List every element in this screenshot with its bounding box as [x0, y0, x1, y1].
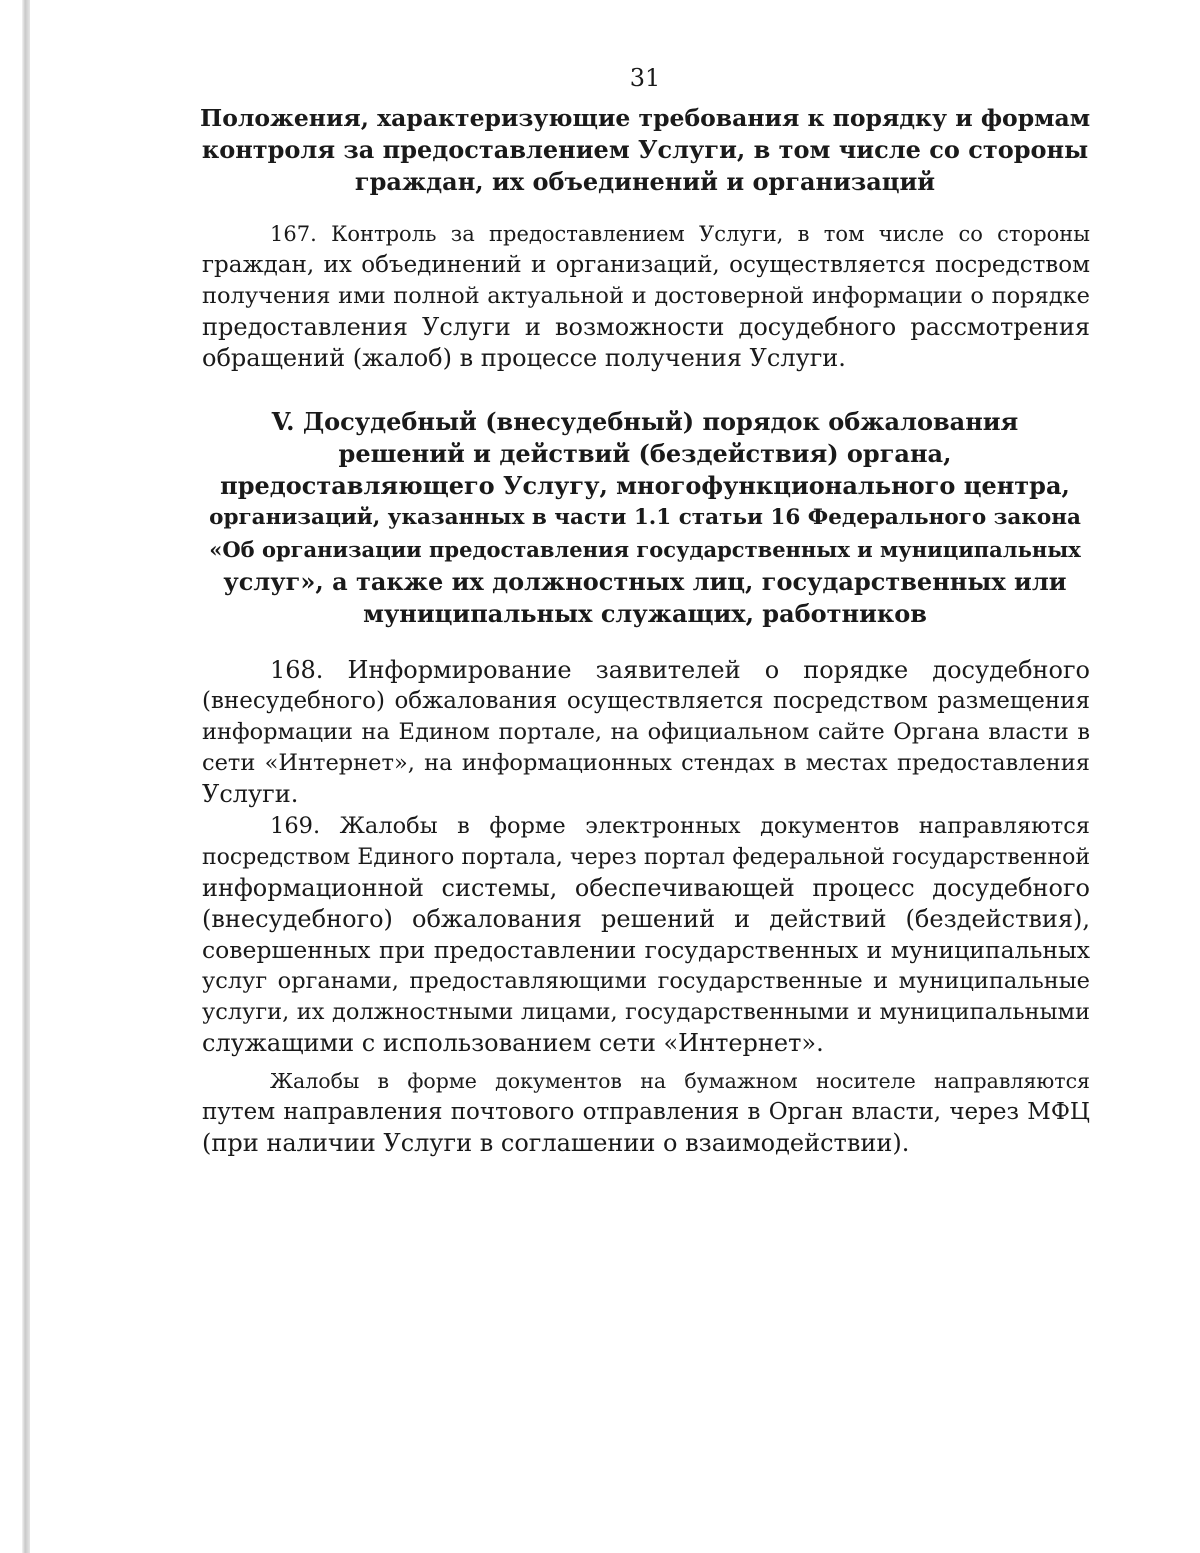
paragraph-line: Услуги.: [202, 780, 299, 808]
paragraph-line: сети «Интернет», на информационных стендах в местах предоставления: [202, 750, 1090, 776]
paragraph-line: граждан, их объединений и организаций, осуществляется посредством: [202, 252, 1090, 278]
paragraph-line: информационной системы, обеспечивающей процесс досудебного: [202, 874, 1090, 902]
paragraph-line: информации на Едином портале, на официальном сайте Органа власти в: [202, 719, 1090, 745]
paragraph-line: услуг органами, предоставляющими государственные и муниципальные: [202, 968, 1090, 994]
page-number: 31: [629, 64, 661, 92]
paragraph-line: обращений (жалоб) в процессе получения Услуги.: [202, 344, 846, 372]
paragraph-line: (внесудебного) обжалования решений и действий (бездействия),: [202, 905, 1090, 933]
paragraph-line: служащими с использованием сети «Интернет».: [202, 1029, 824, 1057]
paragraph-line: получения ими полной актуальной и достоверной информации о порядке: [202, 283, 1090, 309]
paragraph-169: [202, 811, 1090, 1059]
heading-line: решений и действий (бездействия) органа,: [338, 439, 952, 468]
heading-line: «Об организации предоставления государственных и муниципальных: [209, 537, 1081, 562]
heading-line: организаций, указанных в части 1.1 статьи 16 Федерального закона: [209, 505, 1081, 530]
paragraph-line: совершенных при предоставлении государственных и муниципальных: [202, 936, 1090, 964]
heading-line: V. Досудебный (внесудебный) порядок обжалования: [271, 407, 1019, 436]
paragraph-line: Жалобы в форме документов на бумажном носителе направляются: [270, 1069, 1090, 1093]
heading-line: граждан, их объединений и организаций: [354, 167, 936, 196]
heading-line: предоставляющего Услугу, многофункционального центра,: [220, 471, 1070, 500]
heading-line: услуг», а также их должностных лиц, государственных или: [223, 567, 1067, 596]
paragraph-line: 167. Контроль за предоставлением Услуги, в том числе со стороны: [270, 222, 1090, 246]
paragraph-line: 168. Информирование заявителей о порядке досудебного: [270, 656, 1090, 684]
paragraph-line: (внесудебного) обжалования осуществляется посредством размещения: [202, 688, 1090, 714]
paragraph-169-continued: [202, 1066, 1090, 1159]
paragraph-line: (при наличии Услуги в соглашении о взаимодействии).: [202, 1129, 910, 1157]
paragraph-line: предоставления Услуги и возможности досудебного рассмотрения: [202, 313, 1090, 341]
heading-line: муниципальных служащих, работников: [363, 599, 927, 628]
paragraph-168: [202, 655, 1090, 810]
heading-line: Положения, характеризующие требования к порядку и формам: [200, 104, 1091, 132]
section-heading-appeal: [200, 406, 1090, 630]
paragraph-line: услуги, их должностными лицами, государственными и муниципальными: [202, 999, 1090, 1025]
paragraph-line: 169. Жалобы в форме электронных документов направляются: [270, 813, 1090, 839]
paragraph-line: путем направления почтового отправления в Орган власти, через МФЦ: [202, 1099, 1090, 1125]
paragraph-167: [202, 219, 1090, 374]
paragraph-line: посредством Единого портала, через портал федеральной государственной: [202, 845, 1090, 870]
section-heading-control: [200, 102, 1090, 198]
heading-line: контроля за предоставлением Услуги, в том числе со стороны: [201, 135, 1089, 164]
scan-edge-shadow: [22, 0, 30, 1553]
